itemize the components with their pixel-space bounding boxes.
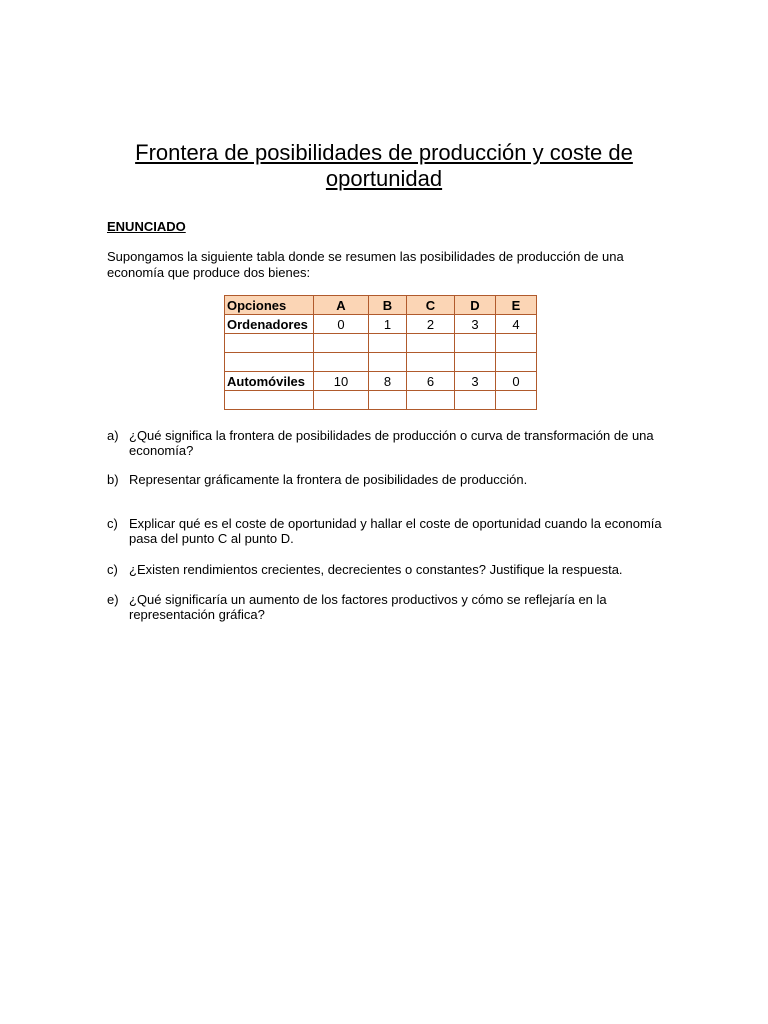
question-item xyxy=(107,428,667,458)
table-cell xyxy=(496,353,537,372)
table-row xyxy=(225,372,537,391)
table-cell: 2 xyxy=(407,315,455,334)
question-text: Representar gráficamente la frontera de posibilidades de producción. xyxy=(129,472,528,487)
section-heading: ENUNCIADO xyxy=(107,219,186,234)
table-cell xyxy=(369,334,407,353)
table-cell xyxy=(455,334,496,353)
table-header-cell: D xyxy=(455,296,496,315)
question-item xyxy=(107,472,667,487)
table-cell xyxy=(496,334,537,353)
document-title: Frontera de posibilidades de producción y coste de oportunidad xyxy=(135,140,633,191)
production-table xyxy=(224,295,537,410)
question-text: Explicar qué es el coste de oportunidad y hallar el coste de oportunidad cuando la economía pasa del punto C al punto D. xyxy=(129,516,662,546)
table-cell xyxy=(407,334,455,353)
table-cell xyxy=(314,391,369,410)
question-marker: c) xyxy=(107,516,118,531)
table-row-label xyxy=(225,353,314,372)
table-header-row xyxy=(225,296,537,315)
table-row xyxy=(225,353,537,372)
table-cell: 0 xyxy=(496,372,537,391)
table-cell: 0 xyxy=(314,315,369,334)
table-header-cell: C xyxy=(407,296,455,315)
table-cell xyxy=(496,391,537,410)
table-cell xyxy=(314,334,369,353)
table-cell xyxy=(455,353,496,372)
question-item xyxy=(107,516,667,546)
table-header-cell: Opciones xyxy=(225,296,314,315)
question-item xyxy=(107,562,667,577)
table-cell: 3 xyxy=(455,315,496,334)
table-cell: 1 xyxy=(369,315,407,334)
table-cell xyxy=(407,353,455,372)
table-cell xyxy=(314,353,369,372)
question-item xyxy=(107,592,667,622)
question-text: ¿Existen rendimientos crecientes, decrecientes o constantes? Justifique la respuesta. xyxy=(129,562,623,577)
table-cell: 10 xyxy=(314,372,369,391)
question-marker: b) xyxy=(107,472,119,487)
table-row-label: Ordenadores xyxy=(225,315,314,334)
question-marker: c) xyxy=(107,562,118,577)
table-cell xyxy=(455,391,496,410)
table-cell xyxy=(369,391,407,410)
table-row xyxy=(225,391,537,410)
table-row xyxy=(225,334,537,353)
table-cell xyxy=(407,391,455,410)
table-cell: 3 xyxy=(455,372,496,391)
table-row-label xyxy=(225,391,314,410)
table-header-cell: A xyxy=(314,296,369,315)
table-cell xyxy=(369,353,407,372)
question-marker: e) xyxy=(107,592,119,607)
intro-paragraph: Supongamos la siguiente tabla donde se resumen las posibilidades de producción de una economía que produce dos bienes: xyxy=(107,249,624,280)
question-text: ¿Qué significa la frontera de posibilidades de producción o curva de transformación de una economía? xyxy=(129,428,654,458)
table-cell: 6 xyxy=(407,372,455,391)
table-header-cell: B xyxy=(369,296,407,315)
table-row-label xyxy=(225,334,314,353)
question-text: ¿Qué significaría un aumento de los factores productivos y cómo se reflejaría en la representación gráfica? xyxy=(129,592,607,622)
table-header-cell: E xyxy=(496,296,537,315)
table-row-label: Automóviles xyxy=(225,372,314,391)
table-cell: 8 xyxy=(369,372,407,391)
table-cell: 4 xyxy=(496,315,537,334)
table-row xyxy=(225,315,537,334)
question-marker: a) xyxy=(107,428,119,443)
